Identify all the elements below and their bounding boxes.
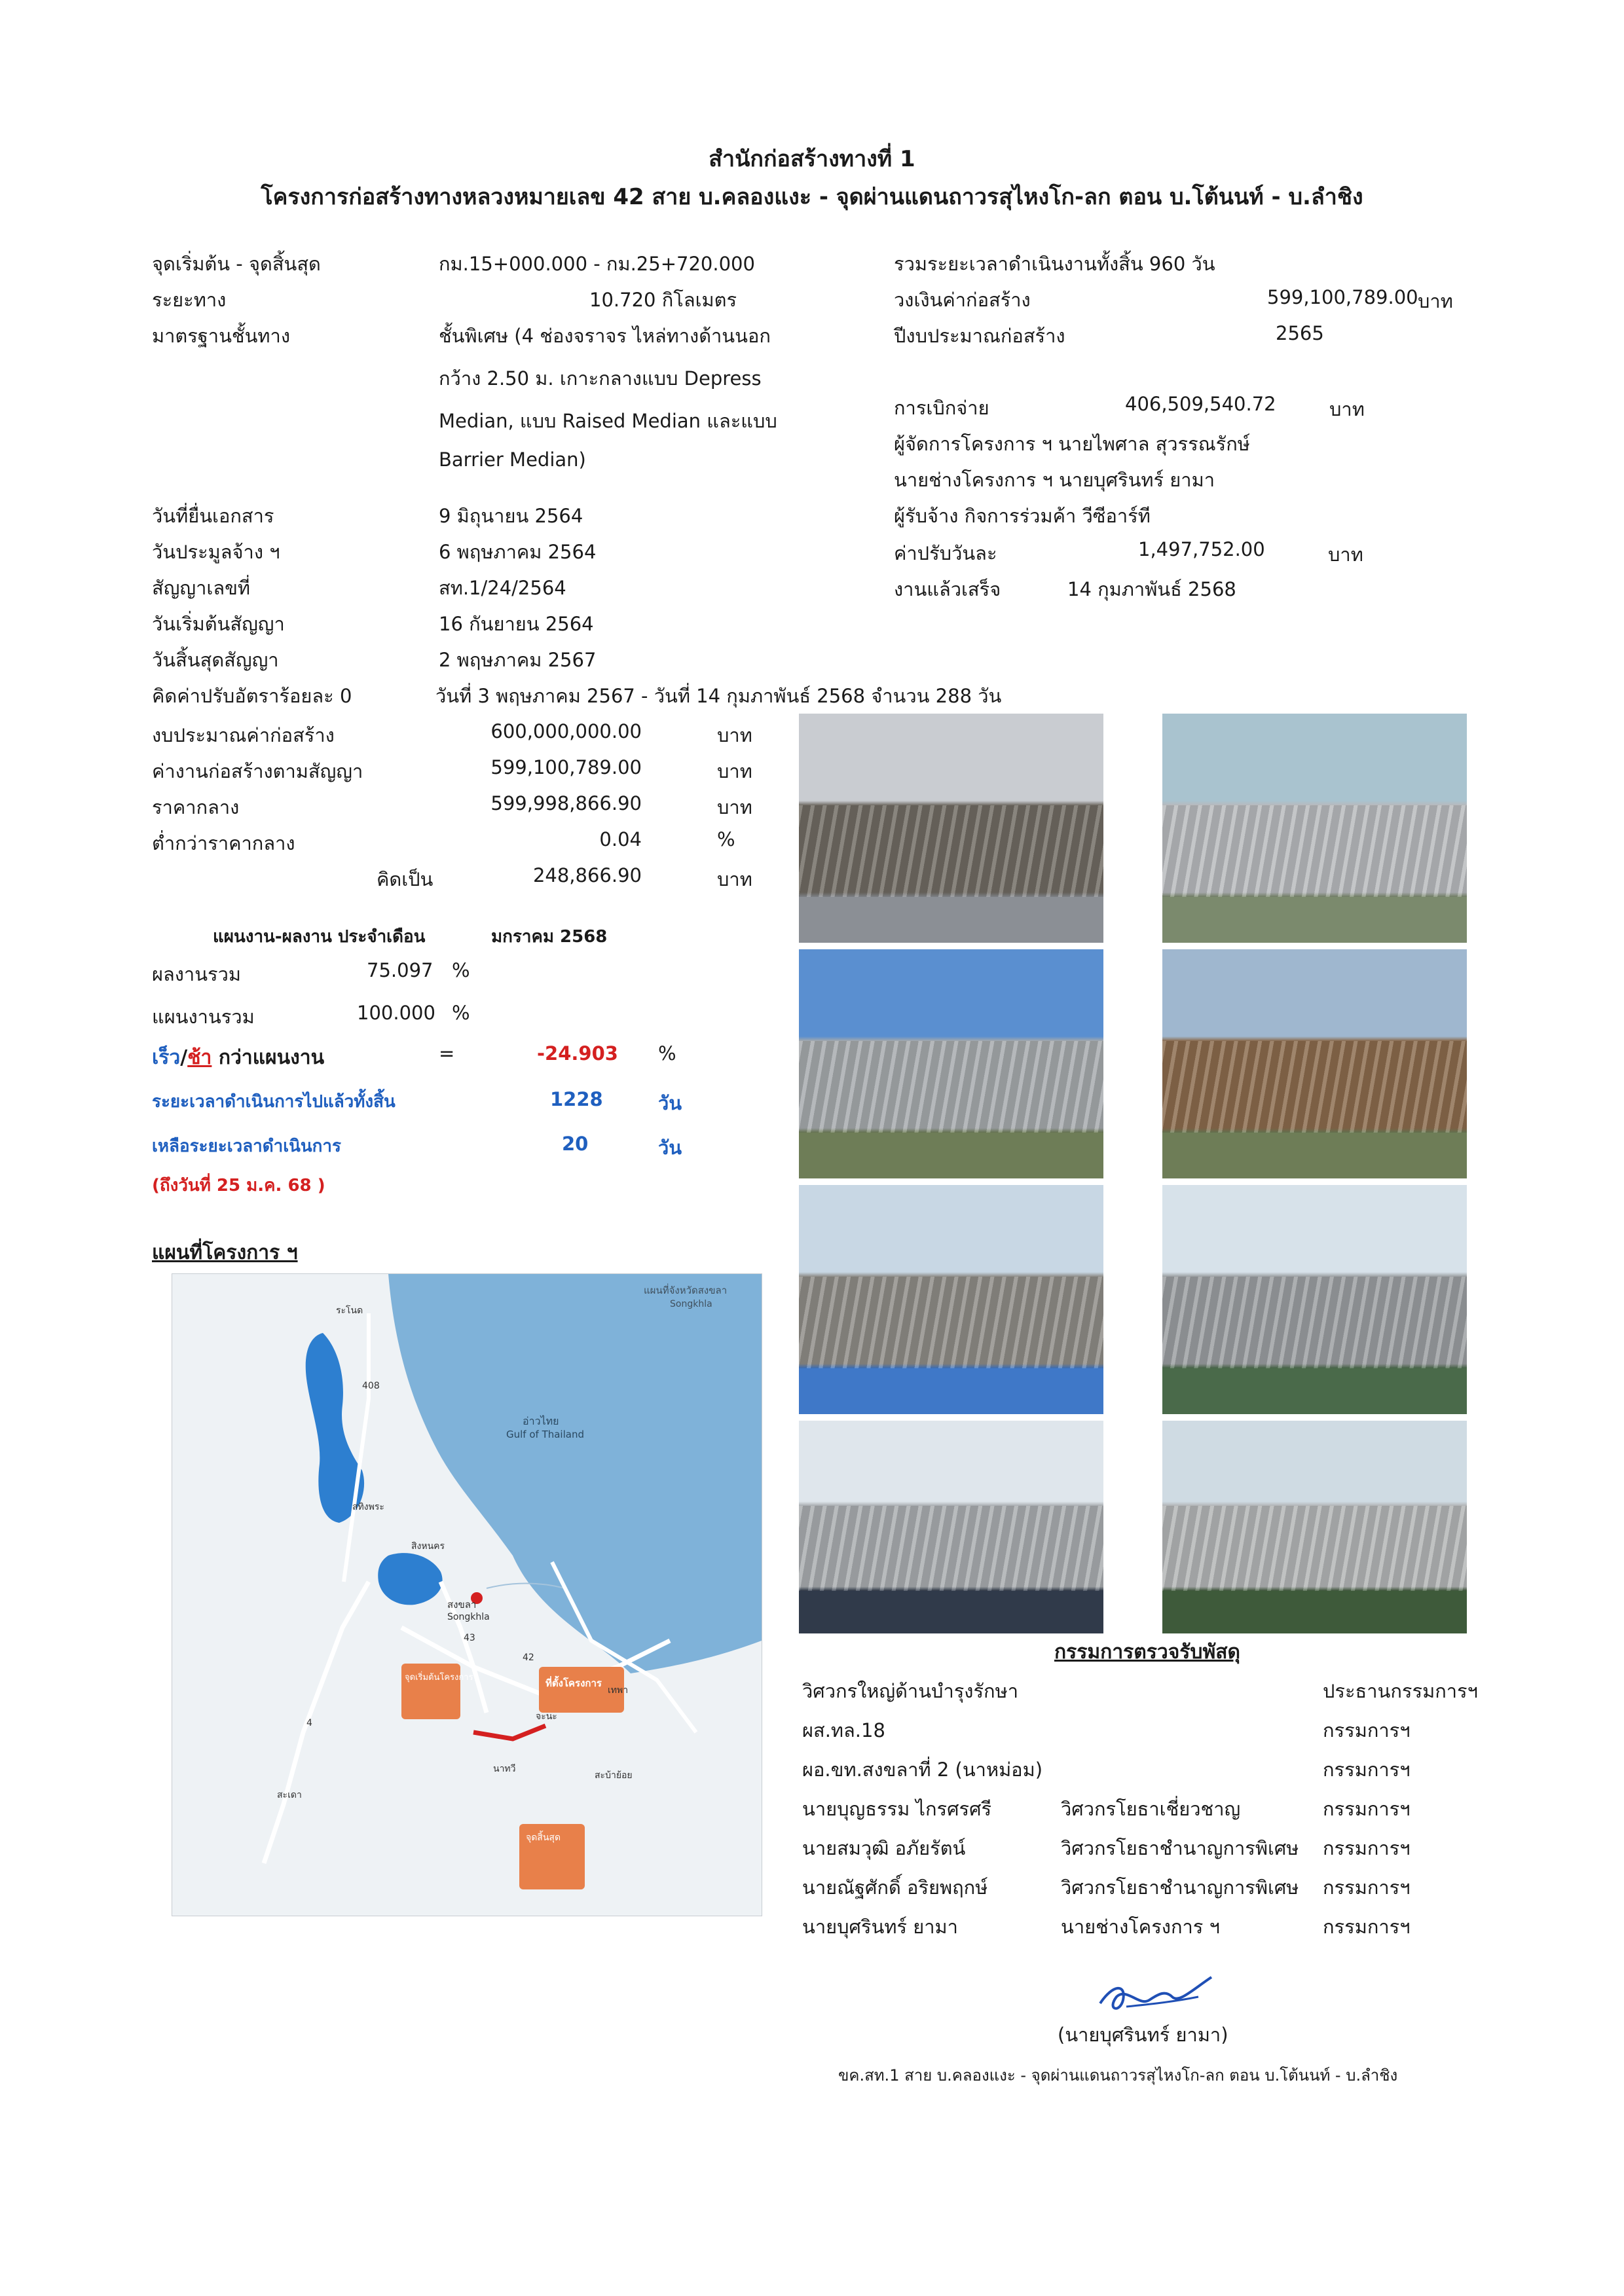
finance-value: 248,866.90 — [532, 864, 642, 886]
finance-unit: % — [717, 828, 735, 850]
fine-unit: บาท — [1328, 543, 1363, 566]
photo-texture — [1162, 1506, 1467, 1591]
disbursed-unit: บาท — [1329, 398, 1365, 420]
committee-name: ผส.ทล.18 — [802, 1719, 885, 1741]
project-engineer: นายช่างโครงการ ฯ นายบุศรินทร์ ยามา — [894, 469, 1215, 491]
map-songkhla-th: สงขลา — [447, 1599, 477, 1611]
info-label: ระยะทาง — [152, 289, 227, 311]
map-callout-start — [401, 1664, 460, 1719]
info-value: 16 กันยายน 2564 — [439, 613, 594, 635]
remaining-label: เหลือระยะเวลาดำเนินการ — [152, 1137, 341, 1156]
finance-label: ค่างานก่อสร้างตามสัญญา — [152, 760, 363, 782]
finance-value: 600,000,000.00 — [490, 720, 642, 742]
fast-label: เร็ว — [152, 1046, 181, 1069]
finance-value: 599,100,789.00 — [490, 756, 642, 778]
info-value: Barrier Median) — [439, 448, 586, 471]
finance-unit: บาท — [717, 868, 752, 890]
completed-label: งานแล้วเสร็จ — [894, 578, 1001, 600]
photo-texture — [1162, 805, 1467, 897]
committee-position: นายช่างโครงการ ฯ — [1061, 1916, 1220, 1938]
slow-label: ช้า — [187, 1046, 212, 1069]
finance-label: คิดเป็น — [377, 868, 434, 890]
plan-pct: % — [452, 1002, 470, 1024]
committee-position: วิศวกรโยธาชำนาญการพิเศษ — [1061, 1837, 1299, 1859]
map-start-label: จุดเริ่มต้นโครงการ — [405, 1673, 473, 1683]
budget-unit: บาท — [1418, 290, 1453, 312]
budget-value: 599,100,789.00 — [1267, 286, 1418, 308]
info-value: 2 พฤษภาคม 2567 — [439, 649, 597, 671]
committee-name: นายบุญธรรม ไกรศรศรี — [802, 1798, 992, 1820]
diff-value: -24.903 — [537, 1042, 618, 1065]
finance-label: ราคากลาง — [152, 796, 240, 818]
disbursed-value: 406,509,540.72 — [1125, 393, 1276, 415]
plan-label: แผนงานรวม — [152, 1006, 255, 1028]
map-songkhla-en: Songkhla — [447, 1612, 490, 1622]
actual-value: 75.097 — [367, 959, 434, 981]
map-singhanakhon: สิงหนคร — [411, 1541, 445, 1552]
info-label: จุดเริ่มต้น - จุดสิ้นสุด — [152, 253, 321, 275]
map-chana: จะนะ — [536, 1711, 557, 1722]
plan-value: 100.000 — [357, 1002, 435, 1024]
map-heading: แผนที่โครงการ ฯ — [152, 1241, 298, 1264]
committee-role: กรรมการฯ — [1323, 1798, 1411, 1820]
committee-role: ประธานกรรมการฯ — [1323, 1680, 1478, 1702]
project-manager: ผู้จัดการโครงการ ฯ นายไพศาล สุวรรณรักษ์ — [894, 433, 1250, 455]
diff-pct: % — [658, 1042, 676, 1065]
map-saba-yoi: สะบ้าย้อย — [595, 1770, 633, 1781]
elapsed-value: 1228 — [550, 1088, 603, 1110]
remaining-unit: วัน — [658, 1137, 682, 1159]
info-label: วันที่ยื่นเอกสาร — [152, 505, 274, 527]
fiscal-label: ปีงบประมาณก่อสร้าง — [894, 325, 1065, 347]
slash: / — [180, 1046, 188, 1069]
fiscal-value: 2565 — [1276, 322, 1324, 344]
actual-label: ผลงานรวม — [152, 963, 242, 985]
info-value: 6 พฤษภาคม 2564 — [439, 541, 597, 563]
finance-label: งบประมาณค่าก่อสร้าง — [152, 724, 335, 746]
fine-value: 1,497,752.00 — [1138, 538, 1265, 560]
photo-bridge-deck — [1162, 1421, 1467, 1633]
project-title: โครงการก่อสร้างทางหลวงหมายเลข 42 สาย บ.คลองแงะ - จุดผ่านแดนถาวรสุไหงโก-ลก ตอน บ.โต้นนท์ - บ.ลำชิง — [261, 184, 1363, 210]
map-thepha: เทพา — [608, 1685, 629, 1696]
finance-unit: บาท — [717, 760, 752, 782]
elapsed-label: ระยะเวลาดำเนินการไปแล้วทั้งสิ้น — [152, 1092, 396, 1112]
elapsed-unit: วัน — [658, 1092, 682, 1114]
finance-label: ต่ำกว่าราคากลาง — [152, 832, 295, 854]
info-value: 9 มิถุนายน 2564 — [439, 505, 583, 527]
project-map — [172, 1273, 762, 1916]
map-route-408: 408 — [362, 1381, 380, 1391]
finance-unit: บาท — [717, 796, 752, 818]
map-na-thawi: นาทวี — [493, 1764, 516, 1774]
photo-texture — [799, 1041, 1103, 1133]
photo-texture — [799, 1277, 1103, 1368]
map-route-4: 4 — [306, 1718, 312, 1728]
signature-mark — [1087, 1971, 1218, 2023]
photo-concrete-pour — [799, 1185, 1103, 1414]
photo-bridge-workers — [799, 1421, 1103, 1633]
footer-caption: ขค.สท.1 สาย บ.คลองแงะ - จุดผ่านแดนถาวรสุไหงโก-ลก ตอน บ.โต้นนท์ - บ.ลำชิง — [838, 2066, 1398, 2085]
office-title: สำนักก่อสร้างทางที่ 1 — [709, 146, 915, 172]
committee-role: กรรมการฯ — [1323, 1719, 1411, 1741]
photo-deck-rebar-sky — [799, 949, 1103, 1178]
committee-role: กรรมการฯ — [1323, 1876, 1411, 1899]
committee-name: ผอ.ขท.สงขลาที่ 2 (นาหม่อม) — [802, 1758, 1043, 1781]
info-label: สัญญาเลขที่ — [152, 577, 251, 599]
vs-plan-label: กว่าแผนงาน — [212, 1046, 325, 1069]
committee-role: กรรมการฯ — [1323, 1758, 1411, 1781]
as-of-date: (ถึงวันที่ 25 ม.ค. 68 ) — [152, 1176, 325, 1195]
committee-position: วิศวกรโยธาชำนาญการพิเศษ — [1061, 1876, 1299, 1899]
completed-value: 14 กุมภาพันธ์ 2568 — [1067, 578, 1236, 600]
info-label: คิดค่าปรับอัตราร้อยละ 0 — [152, 685, 352, 707]
committee-position: วิศวกรโยธาเชี่ยวชาญ — [1061, 1798, 1241, 1820]
disbursed-label: การเบิกจ่าย — [894, 397, 989, 419]
contractor: ผู้รับจ้าง กิจการร่วมค้า วีซีอาร์ที — [894, 505, 1151, 527]
finance-unit: บาท — [717, 724, 752, 746]
map-end-label: จุดสิ้นสุด — [526, 1832, 561, 1843]
photo-texture — [1162, 1277, 1467, 1368]
map-gulf-en: Gulf of Thailand — [506, 1429, 584, 1440]
info-value: Median, แบบ Raised Median และแบบ — [439, 410, 777, 432]
info-label: วันสิ้นสุดสัญญา — [152, 649, 279, 671]
map-province-en: Songkhla — [670, 1299, 712, 1309]
info-label: มาตรฐานชั้นทาง — [152, 325, 290, 347]
map-sathing-pra: สทิงพระ — [352, 1502, 384, 1512]
photo-road-rebar-mesh — [1162, 949, 1467, 1178]
finance-value: 0.04 — [599, 828, 642, 850]
total-duration: รวมระยะเวลาดำเนินงานทั้งสิ้น 960 วัน — [894, 253, 1215, 275]
info-label: วันประมูลจ้าง ฯ — [152, 541, 280, 563]
equals-sign: = — [439, 1042, 455, 1065]
info-value: สท.1/24/2564 — [439, 577, 566, 599]
committee-role: กรรมการฯ — [1323, 1837, 1411, 1859]
fine-label: ค่าปรับวันละ — [894, 542, 997, 564]
progress-month: มกราคม 2568 — [491, 927, 608, 947]
map-province-th: แผนที่จังหวัดสงขลา — [644, 1285, 728, 1296]
budget-label: วงเงินค่าก่อสร้าง — [894, 289, 1031, 311]
schedule-status-label — [152, 1042, 324, 1073]
info-value: กม.15+000.000 - กม.25+720.000 — [439, 253, 755, 275]
committee-role: กรรมการฯ — [1323, 1916, 1411, 1938]
map-route-43: 43 — [464, 1633, 475, 1643]
photo-survey-workers — [1162, 1185, 1467, 1414]
map-sadao: สะเดา — [277, 1790, 302, 1800]
info-value: ชั้นพิเศษ (4 ช่องจราจร ไหล่ทางด้านนอก — [439, 325, 771, 347]
finance-value: 599,998,866.90 — [490, 792, 642, 814]
photo-girder-yard — [1162, 714, 1467, 943]
map-gulf-th: อ่าวไทย — [523, 1415, 559, 1427]
photo-precast-plant — [799, 714, 1103, 943]
progress-title: แผนงาน-ผลงาน ประจำเดือน — [213, 927, 426, 947]
committee-name: นายสมวุฒิ อภัยรัตน์ — [802, 1837, 966, 1859]
committee-name: วิศวกรใหญ่ด้านบำรุงรักษา — [802, 1680, 1019, 1702]
info-value: กว้าง 2.50 ม. เกาะกลางแบบ Depress — [439, 367, 762, 390]
map-ranot: ระโนด — [336, 1305, 363, 1316]
remaining-value: 20 — [562, 1133, 589, 1155]
actual-pct: % — [452, 959, 470, 981]
map-route-42: 42 — [523, 1652, 534, 1663]
committee-name: นายบุศรินทร์ ยามา — [802, 1916, 958, 1938]
committee-name: นายณัฐศักดิ์ อริยพฤกษ์ — [802, 1876, 988, 1899]
info-value: วันที่ 3 พฤษภาคม 2567 - วันที่ 14 กุมภาพันธ์ 2568 จำนวน 288 วัน — [435, 685, 1002, 707]
photo-texture — [1162, 1041, 1467, 1133]
photo-texture — [799, 1506, 1103, 1591]
info-value: 10.720 กิโลเมตร — [589, 289, 737, 311]
map-svg — [172, 1274, 762, 1916]
signer-name: (นายบุศรินทร์ ยามา) — [1058, 2024, 1228, 2046]
map-project-label: ที่ตั้งโครงการ — [545, 1677, 602, 1689]
info-label: วันเริ่มต้นสัญญา — [152, 613, 285, 635]
committee-title: กรรมการตรวจรับพัสดุ — [1054, 1641, 1241, 1664]
photo-texture — [799, 805, 1103, 897]
